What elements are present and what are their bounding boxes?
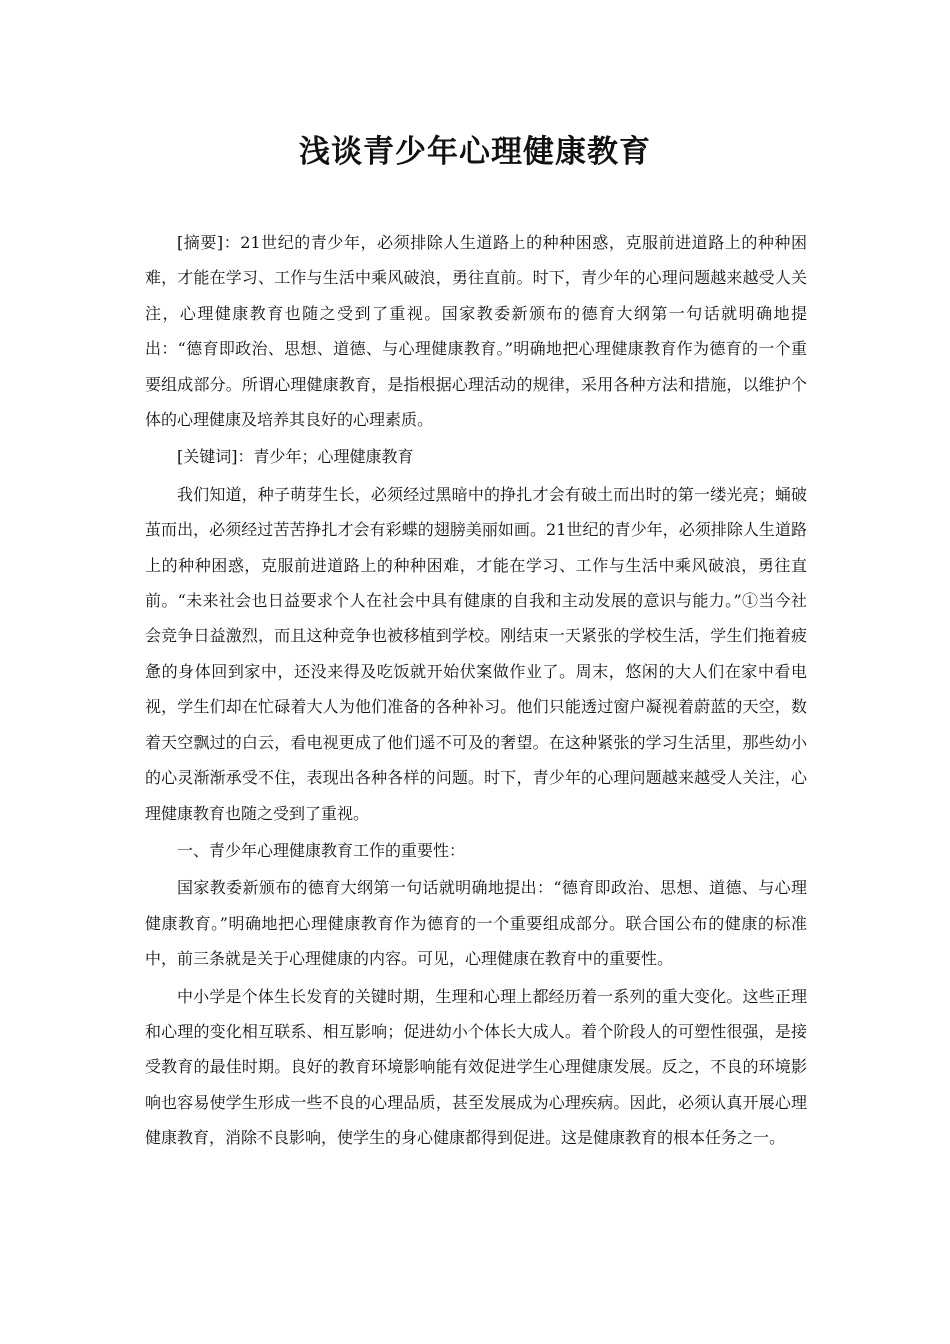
body-paragraph: 中小学是个体生长发育的关键时期，生理和心理上都经历着一系列的重大变化。这些正理和心理的变化相互联系、相互影响；促进幼小个体长大成人。着个阶段人的可塑性很强，是接受教育的最佳时期。良好的教育环境影响能有效促进学生心理健康发展。反之，不良的环境影响也容易使学生形成一些不良的心理品质，甚至发展成为心理疾病。因此，必须认真开展心理健康教育，消除不良影响，使学生的身心健康都得到促进。这是健康教育的根本任务之一。 <box>145 986 807 1148</box>
document-title: 浅谈青少年心理健康教育 <box>299 134 651 170</box>
intro-paragraph: 我们知道，种子萌芽生长，必须经过黑暗中的挣扎才会有破土而出时的第一缕光亮；蛹破茧而出，必须经过苦苦挣扎才会有彩蝶的翅膀美丽如画。21世纪的青少年，必须排除人生道路上的种种困惑，克服前进道路上的种种困难，才能在学习、工作与生活中乘风破浪，勇往直前。“未来社会也日益要求个人在社会中具有健康的自我和主动发展的意识与能力。”①当今社会竞争日益激烈，而且这种竞争也被移植到学校。刚结束一天紧张的学校生活，学生们拖着疲惫的身体回到家中，还没来得及吃饭就开始伏案做作业了。周末，悠闲的大人们在家中看电视，学生们却在忙碌着大人为他们准备的各种补习。他们只能透过窗户凝视着蔚蓝的天空，数着天空飘过的白云，看电视更成了他们遥不可及的奢望。在这种紧张的学习生活里，那些幼小的心灵渐渐承受不住，表现出各种各样的问题。时下，青少年的心理问题越来越受人关注，心理健康教育也随之受到了重视。 <box>145 484 807 823</box>
abstract-paragraph: [摘要]：21世纪的青少年，必须排除人生道路上的种种困惑，克服前进道路上的种种困难，才能在学习、工作与生活中乘风破浪，勇往直前。时下，青少年的心理问题越来越受人关注，心理健康教育也随之受到了重视。国家教委新颁布的德育大纲第一句话就明确地提出：“德育即政治、思想、道德、与心理健康教育。”明确地把心理健康教育作为德育的一个重要组成部分。所谓心理健康教育，是指根据心理活动的规律，采用各种方法和措施，以维护个体的心理健康及培养其良好的心理素质。 <box>145 233 807 430</box>
body-paragraph: 国家教委新颁布的德育大纲第一句话就明确地提出：“德育即政治、思想、道德、与心理健康教育。”明确地把心理健康教育作为德育的一个重要组成部分。联合国公布的健康的标准中，前三条就是关于心理健康的内容。可见，心理健康在教育中的重要性。 <box>145 878 807 969</box>
keywords-paragraph: [关键词]：青少年；心理健康教育 <box>177 447 414 467</box>
document-body <box>145 225 807 1158</box>
section-heading-importance: 一、青少年心理健康教育工作的重要性： <box>177 840 466 860</box>
